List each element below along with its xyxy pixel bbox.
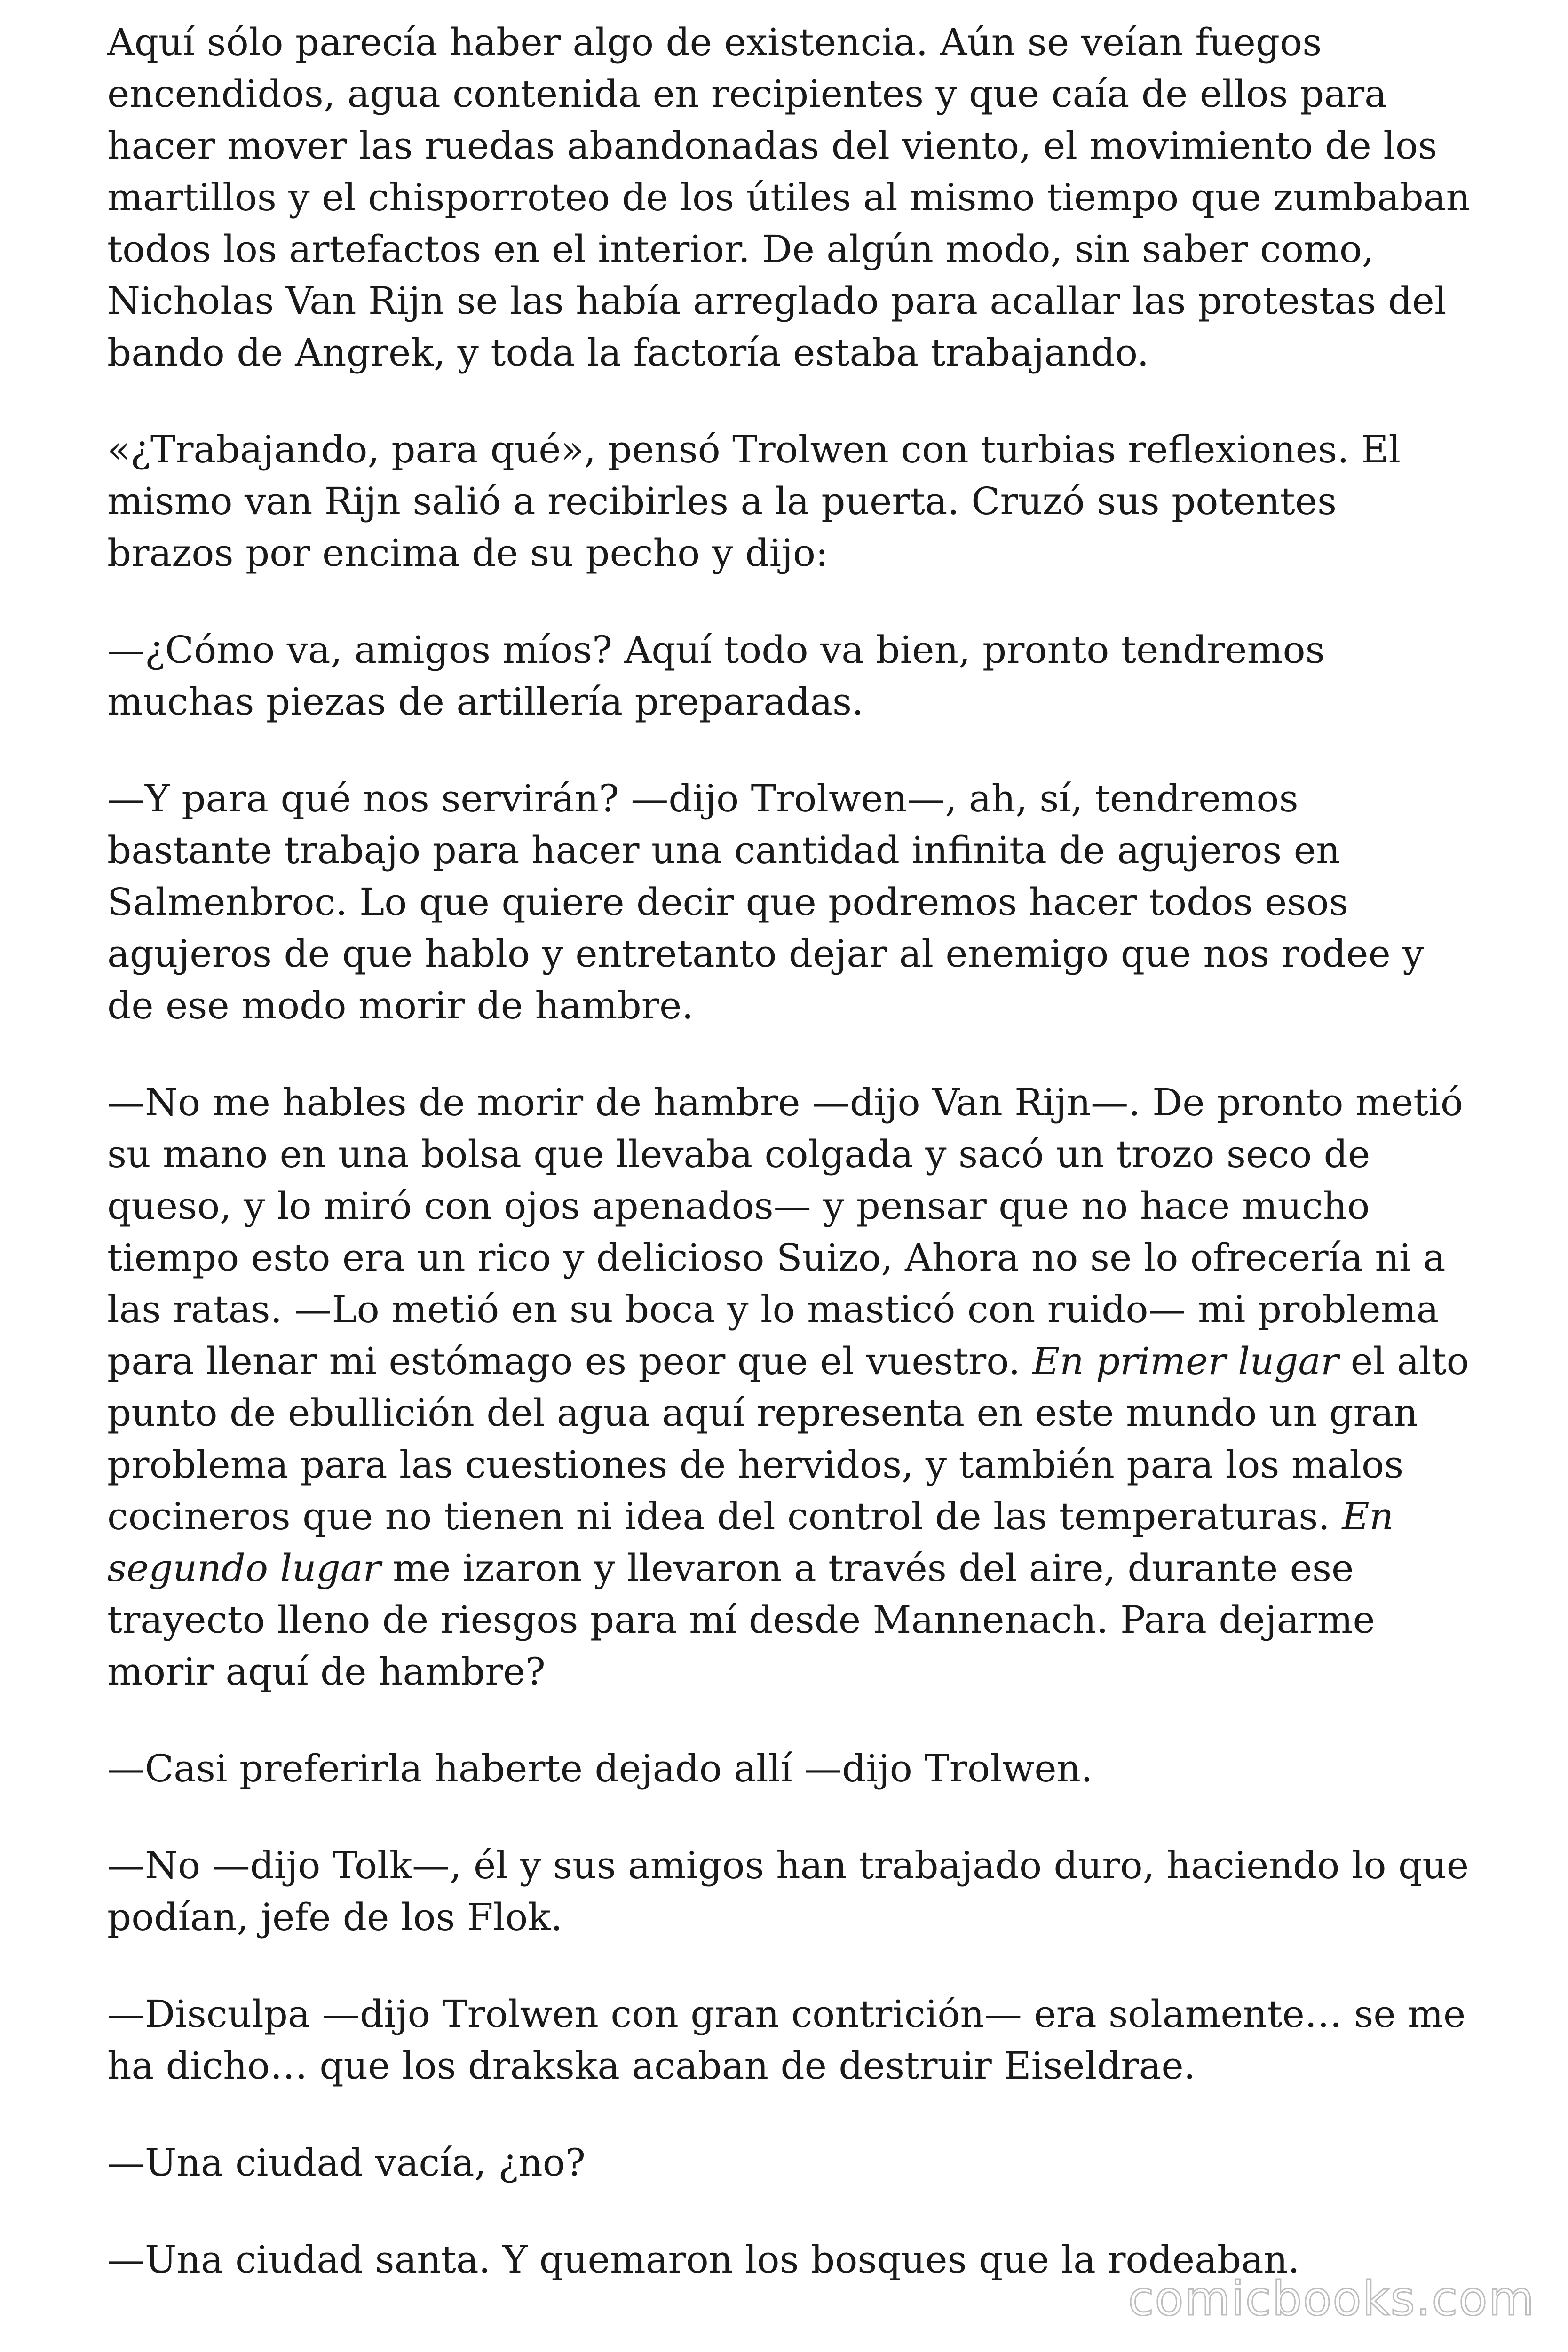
paragraph-text: —Y para qué nos servirán? —dijo Trolwen—, ah, sí, tendremos bastante trabajo para hacer una cantidad infinita de agujeros en Salmenbroc. Lo que quiere decir que podremos hacer todos esos agujeros de que hablo y entretanto dejar al enemigo que nos rodee y de ese modo morir de hambre.: [107, 777, 1424, 1027]
paragraph-text: Aquí sólo parecía haber algo de existencia. Aún se veían fuegos encendidos, agua contenida en recipientes y que caía de ellos para hacer mover las ruedas abandonadas del viento, el movimiento de los martillos y el chisporroteo de los útiles al mismo tiempo que zumbaban todos los artefactos en el interior. De algún modo, sin saber como, Nicholas Van Rijn se las había arreglado para acallar las protestas del bando de Angrek, y toda la factoría estaba trabajando.: [107, 20, 1471, 374]
paragraph-text: —¿Cómo va, amigos míos? Aquí todo va bien, pronto tendremos muchas piezas de artillería preparadas.: [107, 628, 1325, 723]
paragraph: [107, 1988, 1471, 2092]
emphasized-text: En segundo lugar: [107, 1494, 1394, 1590]
paragraph-text: me izaron y llevaron a través del aire, durante ese trayecto lleno de riesgos para mí desde Mannenach. Para dejarme morir aquí de hambre?: [107, 1546, 1375, 1693]
paragraph-text: —Casi preferirla haberte dejado allí —dijo Trolwen.: [107, 1747, 1093, 1790]
paragraph: [107, 1077, 1471, 1698]
paragraph: [107, 2137, 1471, 2189]
paragraph-text: —No —dijo Tolk—, él y sus amigos han trabajado duro, haciendo lo que podían, jefe de los Flok.: [107, 1843, 1469, 1939]
paragraph: [107, 1743, 1471, 1795]
paragraph-text: «¿Trabajando, para qué», pensó Trolwen con turbias reflexiones. El mismo van Rijn salió a recibirles a la puerta. Cruzó sus potentes brazos por encima de su pecho y dijo:: [107, 428, 1401, 575]
paragraph-text: —Una ciudad vacía, ¿no?: [107, 2141, 586, 2185]
paragraph: [107, 424, 1471, 579]
paragraph-text: —Una ciudad santa. Y quemaron los bosques que la rodeaban.: [107, 2238, 1300, 2281]
paragraph: [107, 624, 1471, 728]
paragraph: [107, 773, 1471, 1032]
watermark-logo: comicbooks.com: [1128, 2271, 1535, 2326]
paragraph-text: —No me hables de morir de hambre —dijo Van Rijn—. De pronto metió su mano en una bolsa que llevaba colgada y sacó un trozo seco de queso, y lo miró con ojos apenados— y pensar que no hace mucho tiempo esto era un rico y delicioso Suizo, Ahora no se lo ofrecería ni a las ratas. —Lo metió en su boca y lo masticó con ruido— mi problema para llenar mi estómago es peor que el vuestro.: [107, 1081, 1464, 1383]
paragraph-text: el alto punto de ebullición del agua aquí representa en este mundo un gran problema para las cuestiones de hervidos, y también para los malos cocineros que no tienen ni idea del control de las temperaturas.: [107, 1339, 1469, 1538]
paragraph: [107, 16, 1471, 379]
paragraph-text: —Disculpa —dijo Trolwen con gran contrición— era solamente… se me ha dicho… que los drakska acaban de destruir Eiseldrae.: [107, 1992, 1466, 2088]
book-page: [107, 16, 1471, 2286]
paragraph: [107, 1840, 1471, 1943]
emphasized-text: En primer lugar: [1032, 1339, 1339, 1383]
